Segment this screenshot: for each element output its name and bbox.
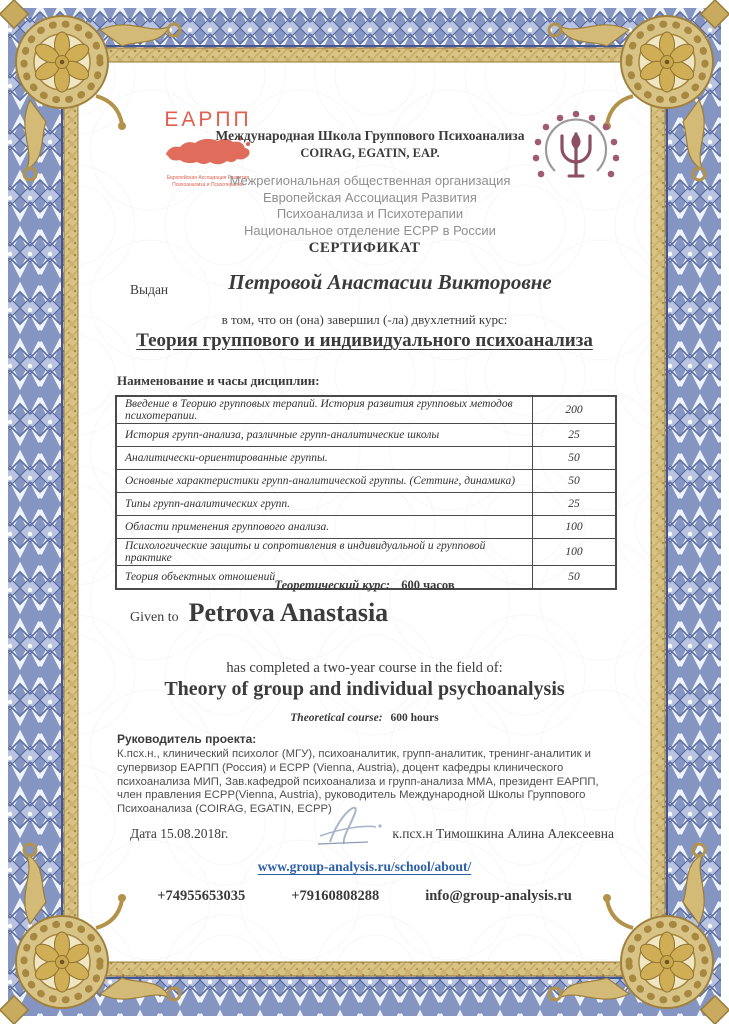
discipline-hours: 50 [533, 447, 617, 470]
contacts-row [80, 888, 649, 905]
organization-block [190, 173, 550, 240]
earpp-logo-title: ЕАРПП [164, 108, 252, 131]
given-to-row [130, 598, 388, 628]
theoretical-course-total-en [80, 712, 649, 724]
discipline-hours: 25 [533, 424, 617, 447]
total-label-en: Theoretical course: [290, 712, 383, 724]
completed-line-en: has completed a two-year course in the field of: [226, 660, 503, 676]
org-line: Межрегиональная общественная организация [229, 173, 511, 188]
org-line: Европейская Ассоциация Развития [263, 189, 477, 205]
discipline-hours: 100 [533, 539, 617, 566]
discipline-hours: 200 [533, 396, 617, 424]
website-link-row [80, 858, 649, 876]
psi-flame-circle-icon [528, 102, 624, 198]
issued-label: Выдан [130, 282, 169, 297]
discipline-name: Основные характеристики групп-аналитической группы. (Сеттинг, динамика) [116, 470, 533, 493]
discipline-name: Аналитически-ориентированные группы. [116, 447, 533, 470]
signer-name: к.псх.н Тимошкина Алина Алексеевна [392, 826, 614, 841]
org-line: Национальное отделение ЕСРР в России [244, 222, 496, 238]
certificate-content [80, 62, 649, 964]
discipline-name: Психологические защиты и сопротивления в индивидуальной и групповой практике [116, 539, 533, 566]
earpp-logo-subtitle-2: Психоанализа и Психотерапии [172, 181, 244, 188]
phone-number-2: +79160808288 [291, 888, 380, 904]
recipient-name-ru: Петровой Анастасии Викторовне [228, 270, 552, 294]
discipline-hours: 50 [533, 566, 617, 590]
table-row [116, 493, 616, 516]
issued-row [80, 268, 649, 304]
certificate-title: СЕРТИФИКАТ [308, 240, 421, 256]
org-line: Психоанализа и Психотерапии [276, 206, 464, 222]
table-row [116, 539, 616, 566]
table-row [116, 516, 616, 539]
project-director-credentials: К.псх.н., клинический психолог (МГУ), психоаналитик, групп-аналитик, тренинг-аналитик и супервизор ЕАРПП (Россия) и ECPP (Vienna, Austria), доцент кафедры клинического психоанализа МИП, Зав.кафедрой психоанализа и групп-анализа ММА, президент ЕАРПП, член правления ECPP(Vienna, Austria), руководитель Международной Школы Группового Психоанализа (COIRAG, EGATIN, ECPP) [117, 748, 599, 816]
school-logo [528, 102, 624, 203]
course-title-en: Theory of group and individual psychoanalysis [164, 678, 565, 700]
signature-icon [310, 800, 402, 853]
discipline-hours: 100 [533, 516, 617, 539]
discipline-name: Типы групп-аналитических групп. [116, 493, 533, 516]
table-row [116, 396, 616, 424]
discipline-name: Введение в Теорию групповых терапий. История развития групповых методов психотерапии. [116, 396, 533, 424]
project-director-heading: Руководитель проекта: [117, 732, 257, 746]
signature-row [80, 800, 649, 850]
total-value-ru: 600 часов [401, 578, 455, 592]
school-affiliations: COIRAG, EGATIN, EAP. [300, 146, 440, 160]
disciplines-heading: Наименование и часы дисциплин: [117, 373, 320, 388]
contact-email: info@group-analysis.ru [425, 888, 572, 904]
discipline-hours: 25 [533, 493, 617, 516]
discipline-name: Области применения группового анализа. [116, 516, 533, 539]
completion-line-ru: в том, что он (она) завершил (-ла) двухлетний курс: [221, 312, 508, 327]
discipline-name: История групп-анализа, различные групп-аналитические школы [116, 424, 533, 447]
theoretical-course-total-ru [80, 578, 649, 593]
website-link[interactable]: www.group-analysis.ru/school/about/ [257, 859, 472, 874]
header-text [190, 128, 550, 240]
issue-date: Дата 15.08.2018г. [130, 826, 229, 841]
discipline-name: Теория объектных отношений [116, 566, 533, 590]
course-title-ru: Теория группового и индивидуального психоанализа [136, 330, 593, 351]
phone-number-1: +74955653035 [157, 888, 246, 904]
school-name: Международная Школа Группового Психоанализа [215, 128, 525, 143]
total-value-en: 600 hours [390, 712, 439, 724]
table-row [116, 424, 616, 447]
table-row [116, 447, 616, 470]
given-to-label: Given to [130, 610, 179, 625]
recipient-name-en: Petrova Anastasia [188, 598, 389, 627]
earpp-logo-subtitle-1: Европейская Ассоциация Развития [166, 175, 250, 181]
total-label-ru: Теоретический курс: [274, 578, 391, 592]
disciplines-table [115, 395, 617, 590]
discipline-hours: 50 [533, 470, 617, 493]
table-row [116, 470, 616, 493]
